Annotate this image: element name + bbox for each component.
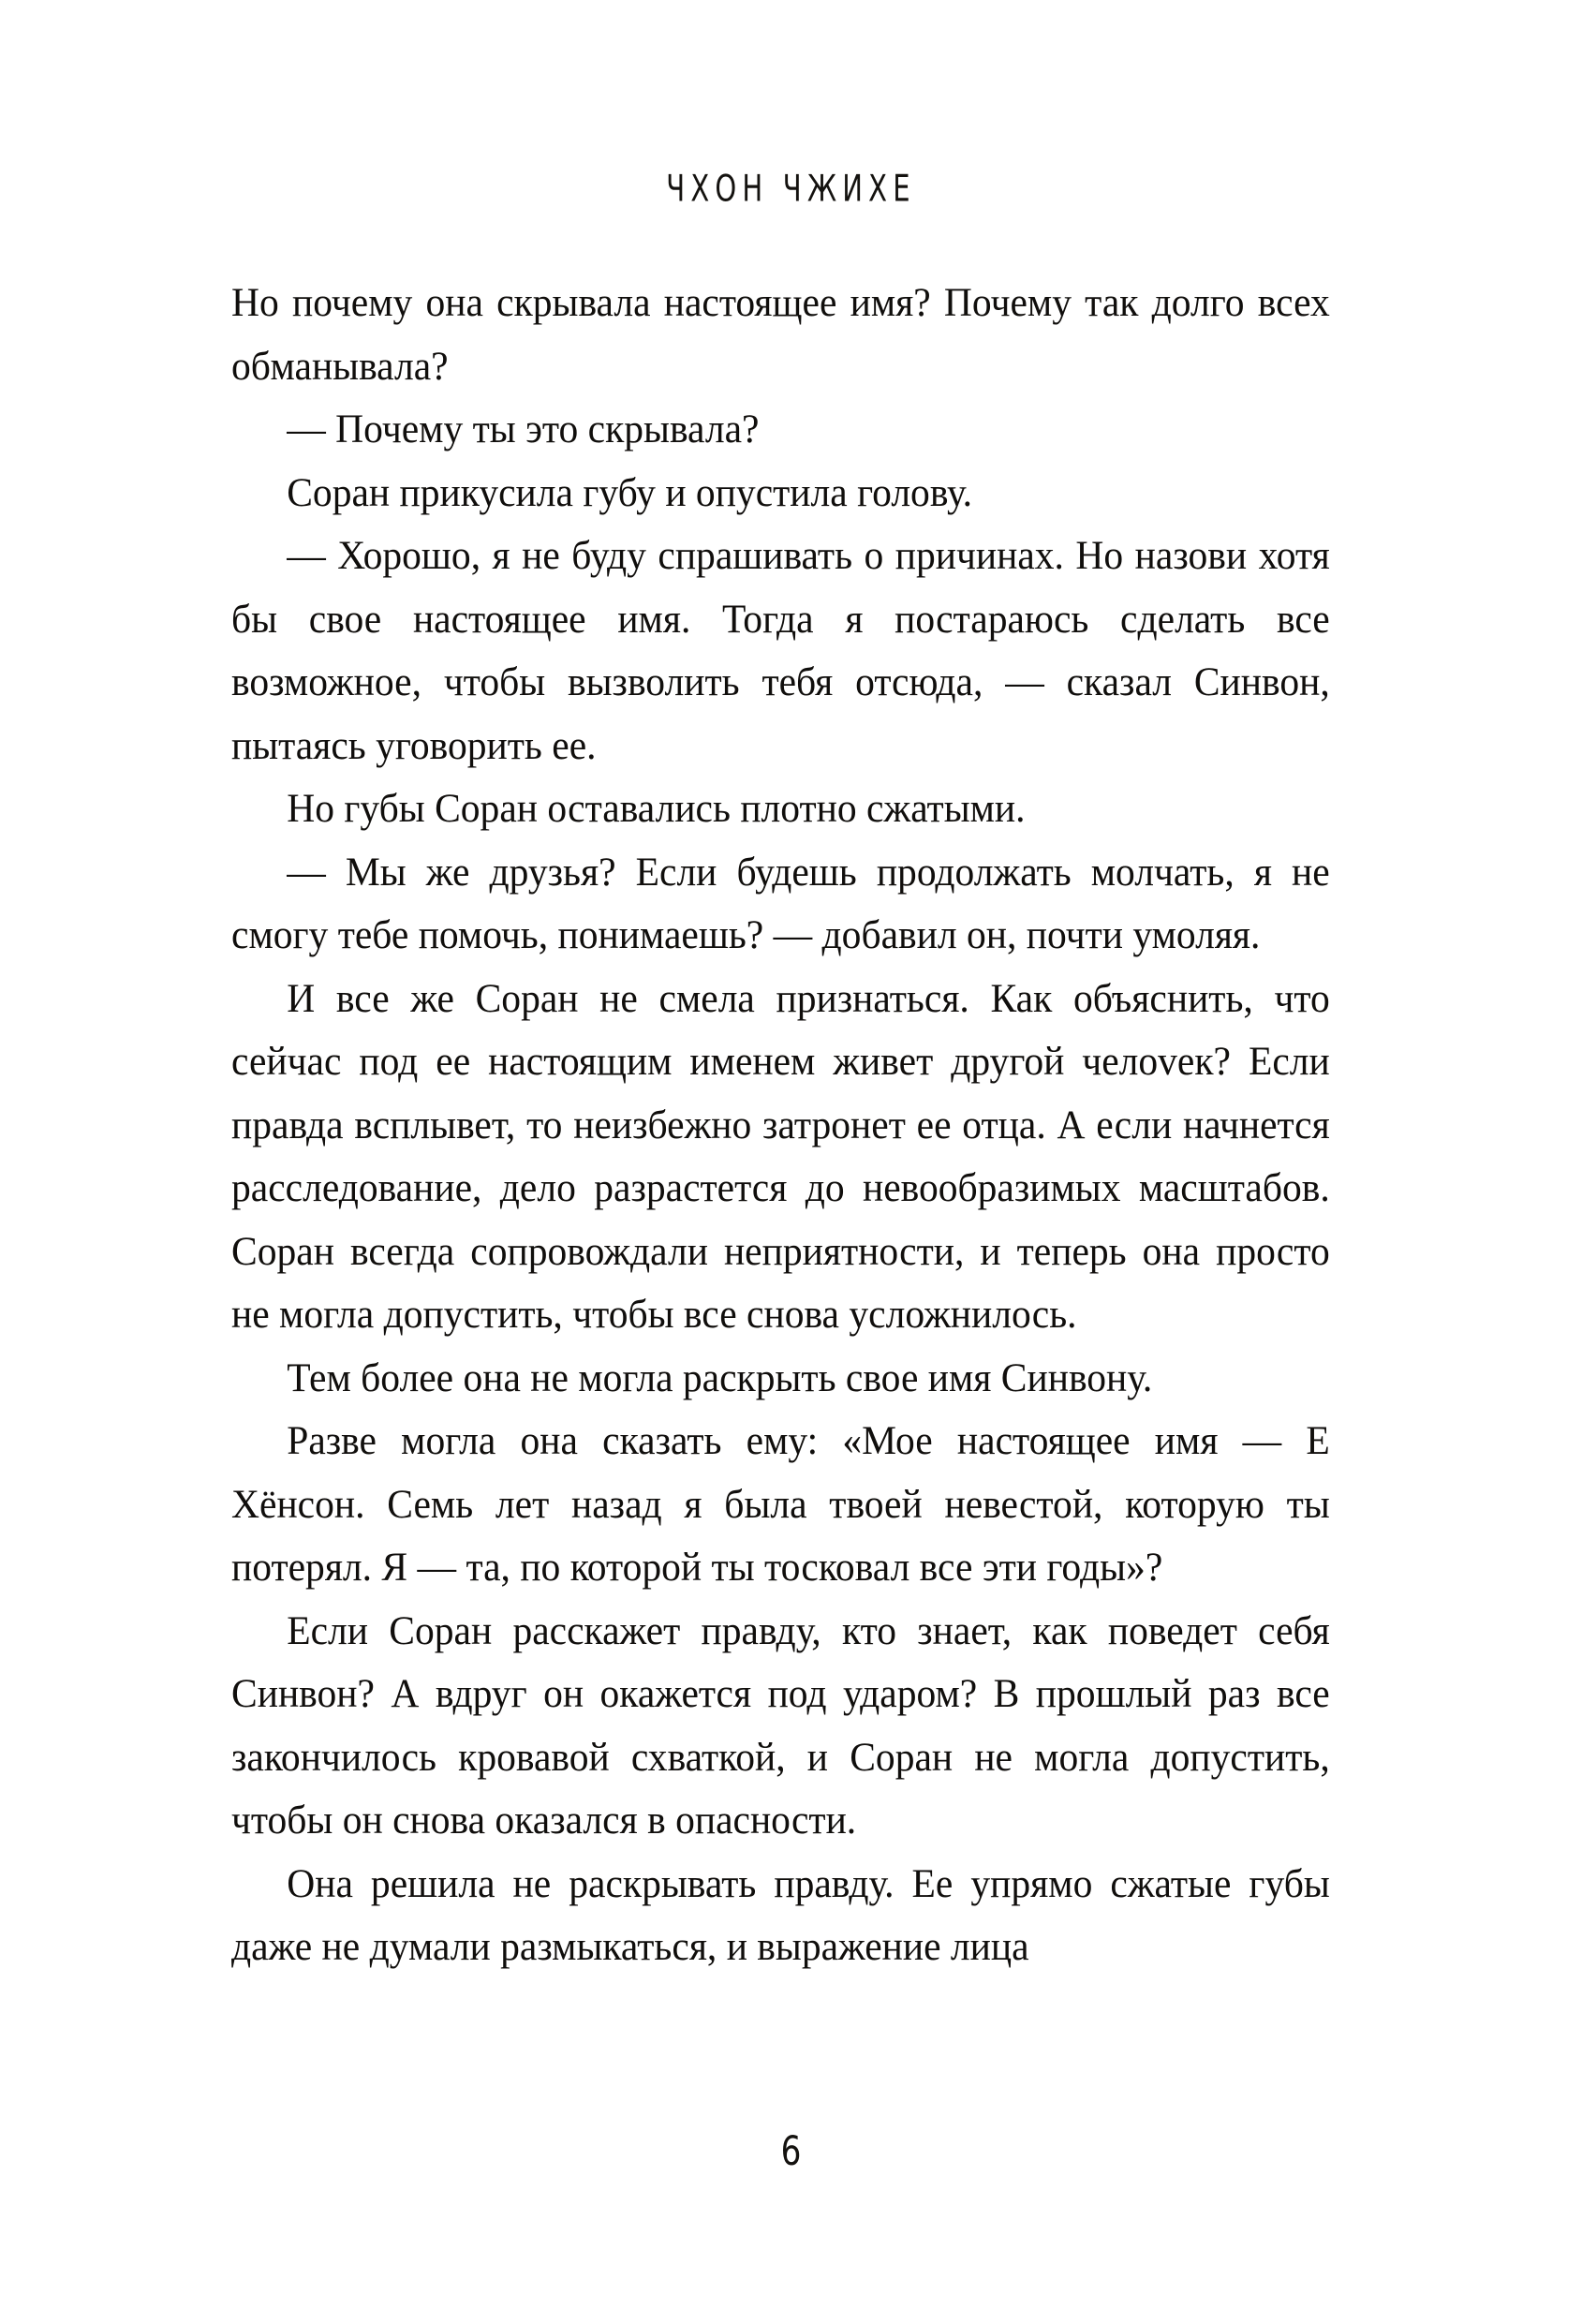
paragraph: Если Соран расскажет правду, кто знает, как поведет себя Синвон? А вдруг он окажется под ударом? В прошлый раз все закончилось кровавой схваткой, и Соран не могла допустить, чтобы он снова оказался в опасности. <box>231 1607 1330 1843</box>
paragraph: Но почему она скрывала настоящее имя? Почему так долго всех обманывала? <box>231 280 1330 389</box>
paragraph: И все же Соран не смела признаться. Как объяснить, что сейчас под ее настоящим именем живет другой челоvек? Если правда всплывет, то неизбежно затронет ее отца. А если начнется расследование, дело разрастется до невообразимых масштабов. Соран всегда сопровождали неприятности, и теперь она просто не могла допустить, чтобы все снова усложнилось. <box>231 975 1330 1337</box>
paragraph-dialogue: — Почему ты это скрывала? <box>287 407 760 451</box>
paragraph-dialogue: — Хорошо, я не буду спрашивать о причинах. Но назови хотя бы свое настоящее имя. Тогда я постараюсь сделать все возможное, чтобы вызволить тебя отсюда, — сказал Синвон, пытаясь уговорить ее. <box>231 533 1330 768</box>
paragraph: Соран прикусила губу и опустила голову. <box>287 469 973 515</box>
paragraph: Но губы Соран оставались плотно сжатыми. <box>287 786 1026 831</box>
running-head: ЧХОН ЧЖИХЕ <box>666 167 916 211</box>
paragraph: Тем более она не могла раскрыть свое имя Синвону. <box>287 1354 1153 1400</box>
paragraph-quote: Разве могла она сказать ему: «Мое настоящее имя — Е Хёнсон. Семь лет назад я была твоей невестой, которую ты потерял. Я — та, по которой ты тосковал все эти годы»? <box>231 1418 1330 1590</box>
paragraph: Она решила не раскрывать правду. Ее упрямо сжатые губы даже не думали размыкаться, и выражение лица <box>231 1860 1330 1969</box>
body-text-block <box>231 272 1382 1979</box>
page-number: 6 <box>780 2128 802 2175</box>
paragraph-dialogue: — Мы же друзья? Если будешь продолжать молчать, я не смогу тебе помочь, понимаешь? — добавил он, почти умоляя. <box>231 849 1330 957</box>
